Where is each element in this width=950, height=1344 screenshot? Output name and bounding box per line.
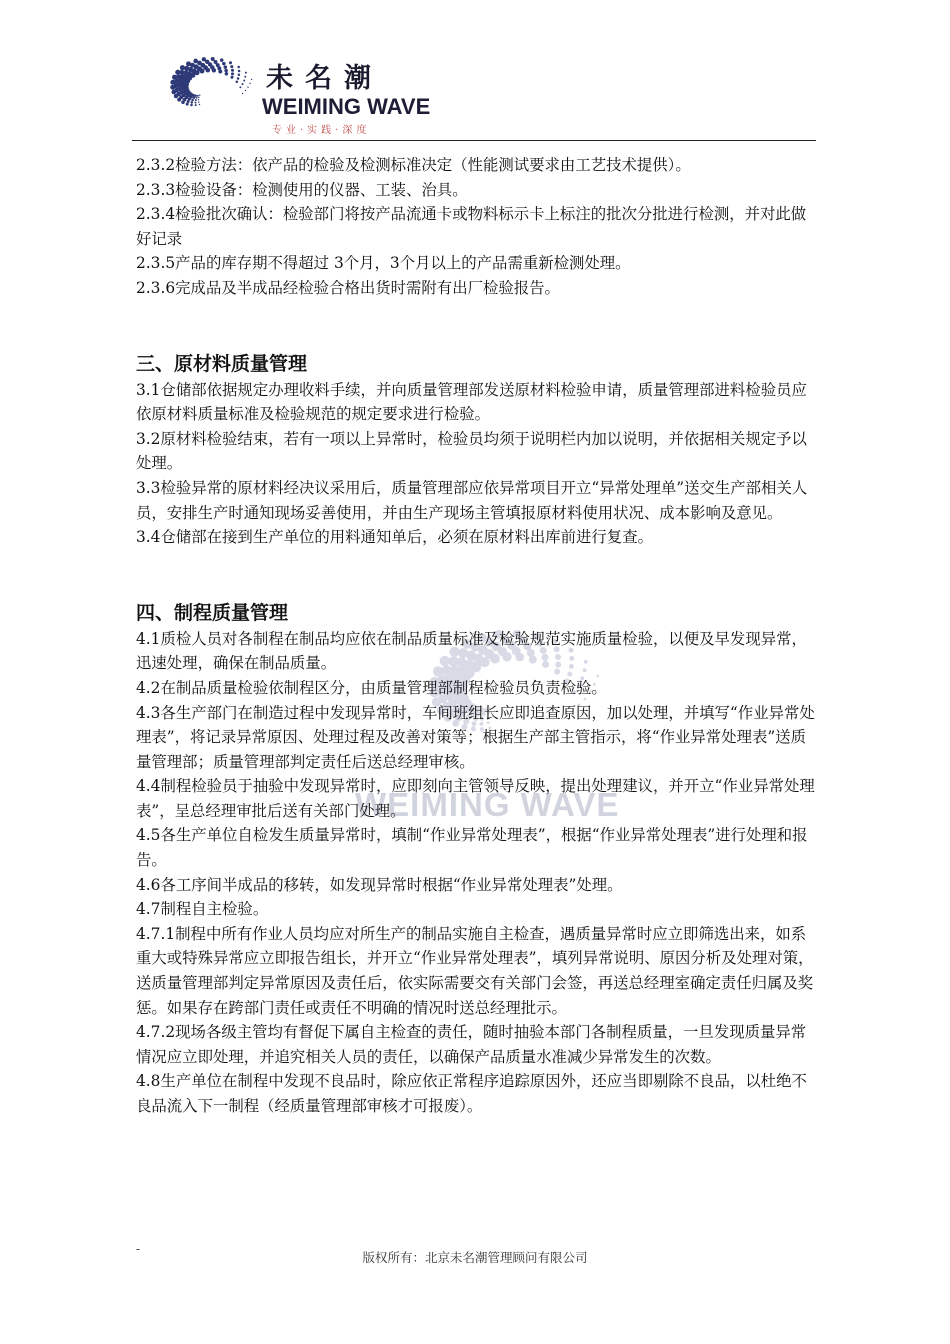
section-heading: 四、制程质量管理 xyxy=(136,601,289,624)
paragraph: 4.2在制品质量检验依制程区分，由质量管理部制程检验员负责检验。 xyxy=(136,678,607,697)
document-body xyxy=(136,153,816,1119)
footer-dash: - xyxy=(136,1242,141,1256)
paragraph: 4.4制程检验员于抽验中发现异常时，应即刻向主管领导反映，提出处理建议，并开立“作业异常处理表”，呈总经理审批后送有关部门处理。 xyxy=(136,777,815,820)
paragraph: 3.2原材料检验结束，若有一项以上异常时，检验员均须于说明栏内加以说明，并依据相关规定予以处理。 xyxy=(136,429,807,473)
paragraph: 2.3.6完成品及半成品经检验合格出货时需附有出厂检验报告。 xyxy=(136,278,560,297)
paragraph: 4.7.2现场各级主管均有督促下属自主检查的责任，随时抽验本部门各制程质量，一旦发现质量异常情况应立即处理，并追究相关人员的责任，以确保产品质量水准减少异常发生的次数。 xyxy=(136,1023,807,1066)
paragraph: 4.1质检人员对各制程在制品均应依在制品质量标准及检验规范实施质量检验，以便及早发现异常，迅速处理，确保在制品质量。 xyxy=(136,629,807,673)
footer-copyright: 版权所有：北京未名潮管理顾问有限公司 xyxy=(362,1250,588,1265)
paragraph: 4.7.1制程中所有作业人员均应对所生产的制品实施自主检查，遇质量异常时应立即筛选出来，如系重大或特殊异常应立即报告组长，并开立“作业异常处理表”，填列异常说明、原因分析及处理对策，送质量管理部判定异常原因及责任后，依实际需要交有关部门会签，再送总经理室确定责任归属及奖惩。如果存在跨部门责任或责任不明确的情况时送总经理批示。 xyxy=(136,924,814,1017)
paragraph: 2.3.4检验批次确认：检验部门将按产品流通卡或物料标示卡上标注的批次分批进行检测，并对此做好记录 xyxy=(136,205,807,248)
paragraph: 3.1仓储部依据规定办理收料手续，并向质量管理部发送原材料检验申请，质量管理部进料检验员应依原材料质量标准及检验规范的规定要求进行检验。 xyxy=(136,380,807,424)
page-header xyxy=(132,40,816,144)
brand-tagline: 专业·实践·深度 xyxy=(272,125,371,136)
section-4 xyxy=(136,599,816,1119)
paragraph: 2.3.5产品的库存期不得超过 3个月，3个月以上的产品需重新检测处理。 xyxy=(136,254,631,273)
paragraph: 3.3检验异常的原材料经决议采用后，质量管理部应依异常项目开立“异常处理单”送交生产部相关人员，安排生产时通知现场妥善使用，并由生产现场主管填报原材料使用状况、成本影响及意见。 xyxy=(136,478,808,522)
paragraph: 3.4仓储部在接到生产单位的用料通知单后，必须在原材料出库前进行复查。 xyxy=(136,528,653,547)
watermark-text: WEIMING WAVE xyxy=(355,786,620,823)
header-divider xyxy=(132,140,816,141)
section-2-continued xyxy=(136,153,816,301)
section-heading: 三、原材料质量管理 xyxy=(136,352,308,375)
paragraph: 4.8生产单位在制程中发现不良品时，除应依正常程序追踪原因外，还应当即剔除不良品，以杜绝不良品流入下一制程（经质量管理部审核才可报废）。 xyxy=(136,1072,807,1115)
paragraph: 4.7制程自主检验。 xyxy=(136,900,269,919)
paragraph: 2.3.3检验设备：检测使用的仪器、工装、治具。 xyxy=(136,180,468,199)
brand-name-cn: 未名潮 xyxy=(266,63,383,94)
paragraph: 4.3各生产部门在制造过程中发现异常时，车间班组长应即追查原因，加以处理，并填写“作业异常处理表”，将记录异常原因、处理过程及改善对策等；根据生产部主管指示，将“作业异常处理表”送质量管理部；质量管理部判定责任后送总经理审核。 xyxy=(136,703,815,771)
wave-dots-logo-icon xyxy=(132,40,262,144)
brand-name-en: WEIMING WAVE xyxy=(262,94,431,119)
section-3 xyxy=(136,350,816,550)
paragraph: 2.3.2检验方法：依产品的检验及检测标准决定（性能测试要求由工艺技术提供）。 xyxy=(136,156,691,174)
paragraph: 4.6各工序间半成品的移转，如发现异常时根据“作业异常处理表”处理。 xyxy=(136,875,623,894)
paragraph: 4.5各生产单位自检发生质量异常时，填制“作业异常处理表”，根据“作业异常处理表”进行处理和报告。 xyxy=(136,826,808,870)
